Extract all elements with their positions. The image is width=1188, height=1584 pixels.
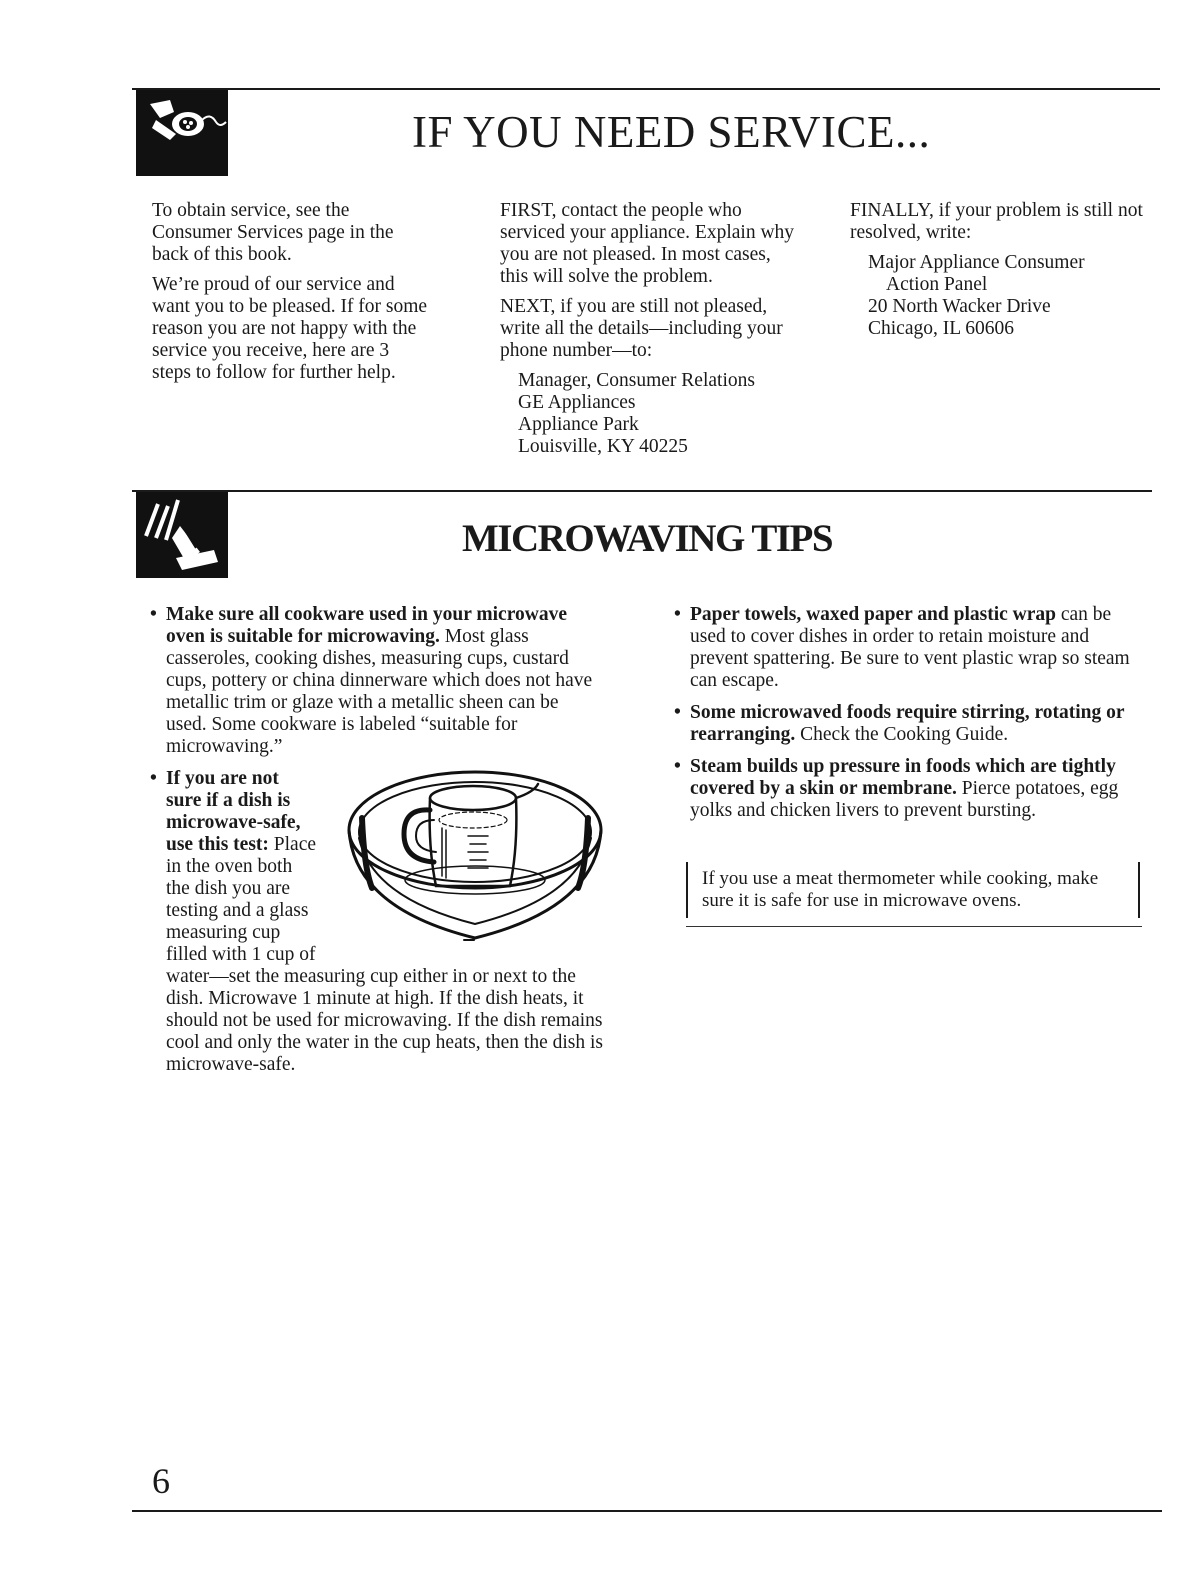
service-intro-text: To obtain service, see the Consumer Services page in the back of this book. xyxy=(152,200,394,265)
tips-col-right xyxy=(676,604,1146,832)
address-line: 20 North Wacker Drive xyxy=(868,296,1051,317)
tip-heading-line: use this test: xyxy=(166,834,269,855)
hand-pressing-button-icon xyxy=(136,492,228,578)
thermometer-note: If you use a meat thermometer while cooking, make sure it is safe for use in microwave ovens. xyxy=(686,862,1140,918)
page-number: 6 xyxy=(152,1461,170,1501)
next-step-text: NEXT, if you are still not pleased, write all the details—including your phone number—to: xyxy=(500,296,783,361)
tip-stirring xyxy=(676,702,1146,746)
bowl-and-measuring-cup-illustration xyxy=(342,758,608,950)
tip-body: Check the Cooking Guide. xyxy=(795,724,1009,745)
address-line: Louisville, KY 40225 xyxy=(518,436,688,457)
finally-step-text: FINALLY, if your problem is still not resolved, write: xyxy=(850,200,1143,243)
footer-rule xyxy=(132,1510,1162,1512)
tip-body: can be used to cover dishes in order to retain moisture and prevent spattering. Be sure to vent plastic wrap so steam can escape. xyxy=(690,604,1130,691)
service-col-1 xyxy=(152,200,432,392)
section-rule xyxy=(132,490,1152,492)
tip-cookware xyxy=(152,604,604,758)
macap-address xyxy=(850,252,1150,340)
tip-heading: Steam builds up pressure in foods which are tightly covered by a skin or membrane. xyxy=(690,756,1116,799)
address-line: Major Appliance Consumer xyxy=(868,252,1085,273)
tip-body-line: in the oven both xyxy=(166,856,293,877)
ge-address xyxy=(500,370,800,458)
note-underline xyxy=(686,926,1142,927)
service-col-3 xyxy=(850,200,1150,340)
address-line: Manager, Consumer Relations xyxy=(518,370,755,391)
address-line: Action Panel xyxy=(886,274,988,295)
phone-receiver-icon xyxy=(136,90,228,176)
service-col-2 xyxy=(500,200,800,458)
tip-covers xyxy=(676,604,1146,692)
tip-heading-line: • If you are not xyxy=(166,768,279,789)
page-title: IF YOU NEED SERVICE... xyxy=(412,107,931,157)
tip-body-line: measuring cup xyxy=(166,922,281,943)
tip-body-line: testing and a glass xyxy=(166,900,309,921)
section-title: MICROWAVING TIPS xyxy=(462,517,833,560)
address-line: Chicago, IL 60606 xyxy=(868,318,1015,339)
tip-body: Place xyxy=(268,834,317,855)
tip-heading: Some microwaved foods require stirring, rotating or rearranging. xyxy=(690,702,1125,745)
tip-body: Most glass casseroles, cooking dishes, measuring cups, custard cups, pottery or china dinnerware which does not have metallic trim or glaze with a metallic sheen can be used. Some cookware is labeled “suitable for microwaving.” xyxy=(166,626,593,757)
address-line: GE Appliances xyxy=(518,392,636,413)
tip-body: water—set the measuring cup either in or next to the dish. Microwave 1 minute at high. If the dish heats, it should not be used for microwaving. If the dish remains cool and only the water in the cup heats, then the dish is microwave-safe. xyxy=(166,966,604,1075)
tip-heading: Paper towels, waxed paper and plastic wrap xyxy=(690,604,1056,625)
tip-heading-line: microwave-safe, xyxy=(166,812,301,833)
service-pride-text: We’re proud of our service and want you to be pleased. If for some reason you are not happy with the service you receive, here are 3 steps to follow for further help. xyxy=(152,274,428,383)
tip-heading: Make sure all cookware used in your microwave oven is suitable for microwaving. xyxy=(166,604,567,647)
tip-body: Pierce potatoes, egg yolks and chicken livers to prevent bursting. xyxy=(690,778,1119,821)
first-step-text: FIRST, contact the people who serviced your appliance. Explain why you are not pleased. In most cases, this will solve the problem. xyxy=(500,200,795,287)
tip-body-line: the dish you are xyxy=(166,878,291,899)
tip-steam xyxy=(676,756,1146,822)
top-rule xyxy=(132,88,1160,90)
tip-heading-line: sure if a dish is xyxy=(166,790,291,811)
tip-body-line: filled with 1 cup of xyxy=(166,944,316,965)
address-line: Appliance Park xyxy=(518,414,639,435)
